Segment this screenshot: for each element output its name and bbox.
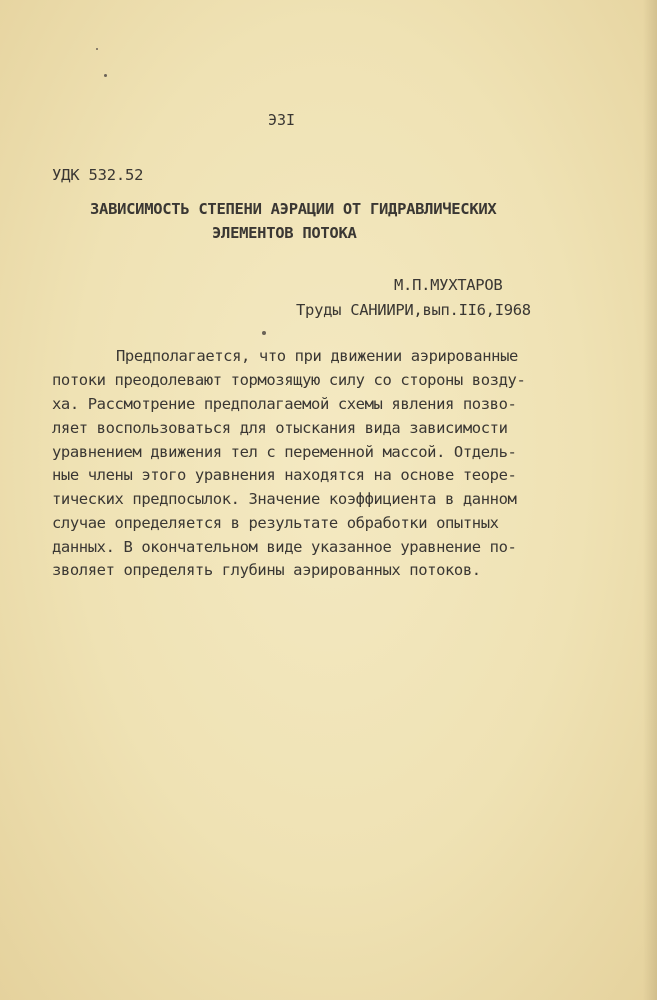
author-name: М.П.МУХТАРОВ [394,276,503,294]
page-edge-shadow [643,0,657,1000]
udc-code: УДК 532.52 [52,166,144,184]
source-reference: Труды САНИИРИ,вып.II6,I968 [296,301,531,319]
abstract-line-9: данных. В окончательном виде указанное уравнение по- [52,538,517,556]
title-line-1: ЗАВИСИМОСТЬ СТЕПЕНИ АЭРАЦИИ ОТ ГИДРАВЛИЧЕСКИХ [90,200,497,218]
abstract-line-4: ляет воспользоваться для отыскания вида зависимости [52,419,508,437]
page-number: ЭЗI [268,111,296,129]
paper-speck [104,74,107,77]
abstract-line-2: потоки преодолевают тормозящую силу со стороны возду- [52,371,526,389]
abstract-line-1: Предполагается, что при движении аэрированные [116,347,518,365]
abstract-line-5: уравнением движения тел с переменной массой. Отдель- [52,443,517,461]
abstract-line-7: тических предпосылок. Значение коэффициента в данном [52,490,517,508]
abstract-line-6: ные члены этого уравнения находятся на основе теоре- [52,466,517,484]
paper-speck [96,48,98,50]
title-line-2: ЭЛЕМЕНТОВ ПОТОКА [212,224,357,242]
abstract-line-8: случае определяется в результате обработки опытных [52,514,499,532]
abstract-line-3: ха. Рассмотрение предполагаемой схемы явления позво- [52,395,517,413]
abstract-line-10: зволяет определять глубины аэрированных потоков. [52,561,481,579]
paper-speck [262,331,266,335]
